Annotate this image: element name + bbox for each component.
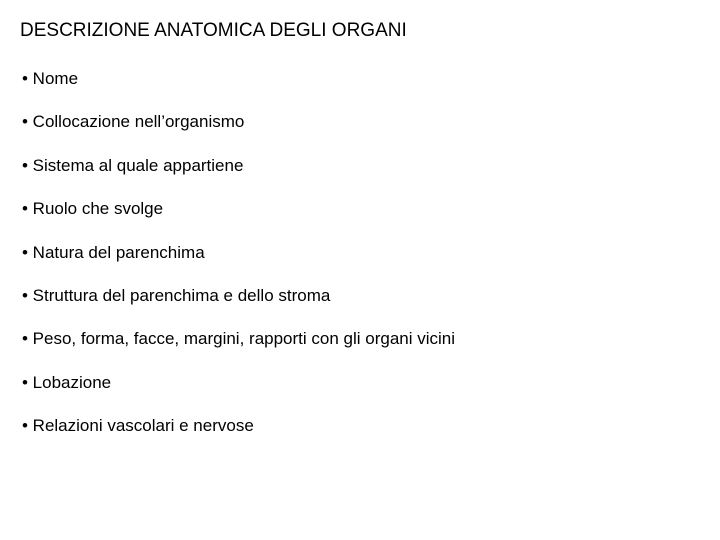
bullet-item-natura-parenchima: • Natura del parenchima — [22, 242, 205, 262]
bullet-item-lobazione: • Lobazione — [22, 372, 112, 392]
bullet-item-collocazione: • Collocazione nell’organismo — [22, 112, 245, 132]
bullet-item-struttura: • Struttura del parenchima e dello stroma — [22, 285, 331, 305]
bullet-item-relazioni: • Relazioni vascolari e nervose — [22, 416, 254, 436]
bullet-item-nome: • Nome — [22, 69, 79, 88]
bullet-item-ruolo: • Ruolo che svolge — [22, 199, 164, 219]
bullet-item-sistema: • Sistema al quale appartiene — [22, 155, 244, 175]
bullet-item-peso-forma: • Peso, forma, facce, margini, rapporti con gli organi vicini — [22, 329, 456, 349]
bullet-list — [22, 67, 455, 458]
slide-title: DESCRIZIONE ANATOMICA DEGLI ORGANI — [20, 20, 407, 41]
